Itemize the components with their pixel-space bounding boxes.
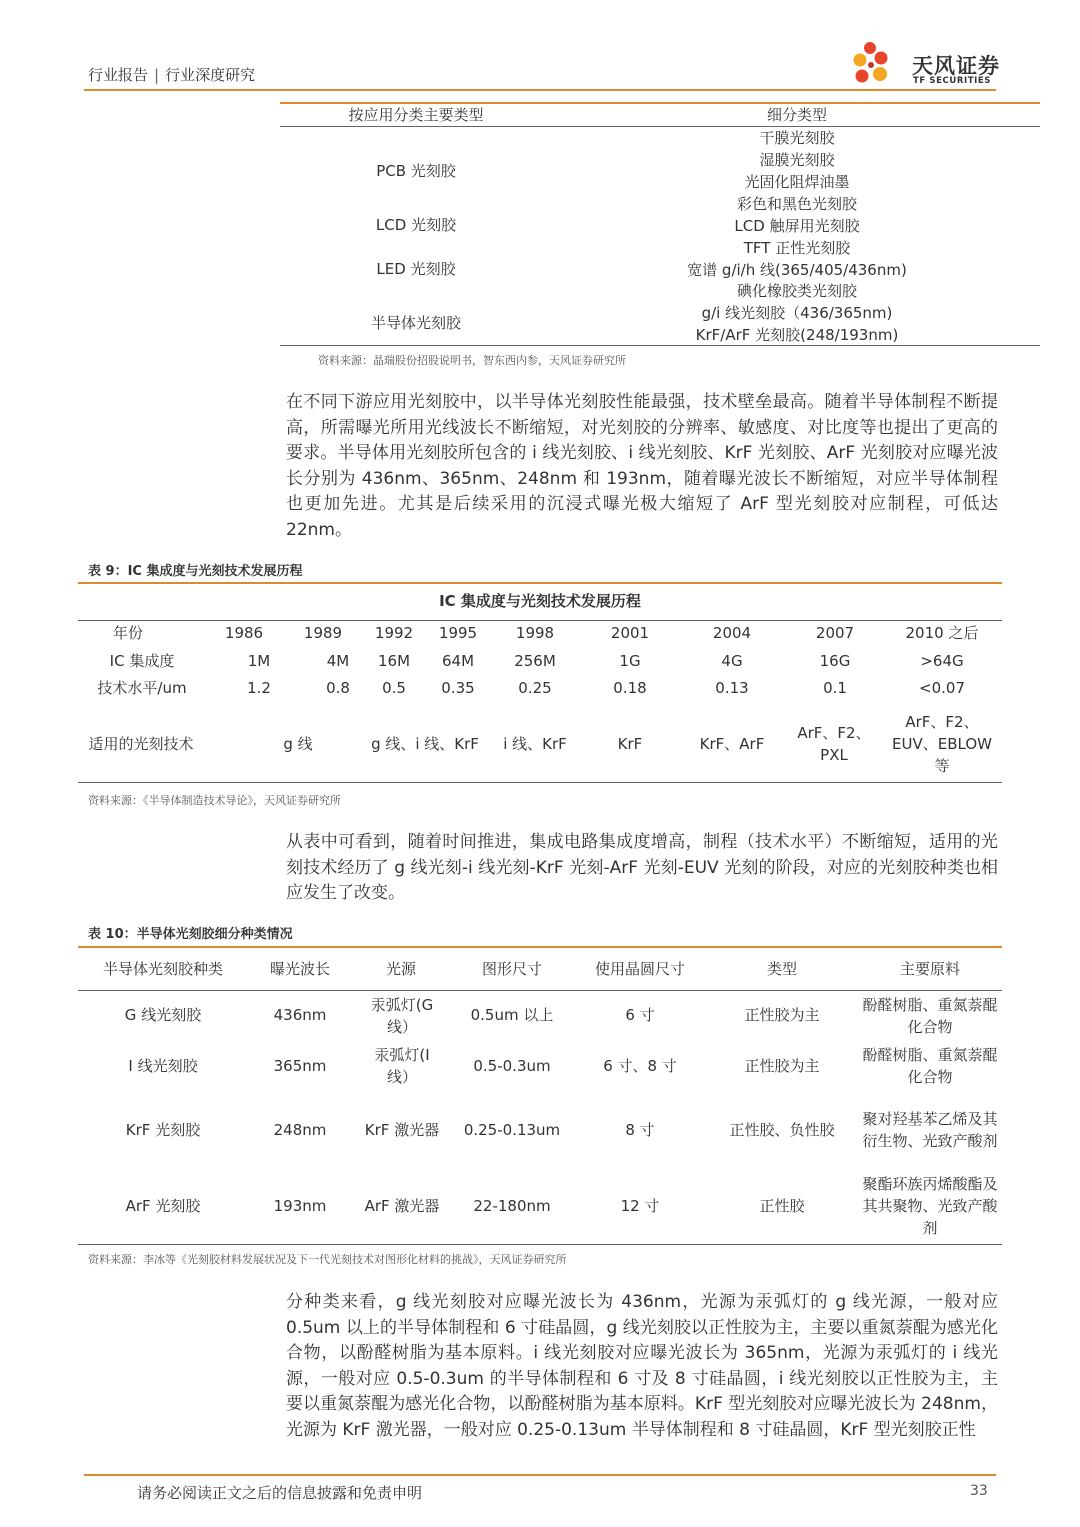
year-cell: 2004 [712, 624, 752, 642]
table-cell: 酚醛树脂、重氮萘醌化合物 [862, 1046, 998, 1086]
table-header-cell: 光源 [385, 960, 416, 978]
app-category: PCB 光刻胶 [376, 162, 456, 180]
litho-cell: KrF、ArF [699, 735, 765, 753]
body-paragraph: 从表中可看到，随着时间推进，集成电路集成度增高，制程（技术水平）不断缩短，适用的光刻技术经历了 g 线光刻-i 线光刻-KrF 光刻-ArF 光刻-EUV 光刻的阶段，对应的光刻胶种类也相应发生了改变。 [286, 832, 998, 903]
year-cell: 2010 之后 [905, 624, 979, 642]
table-cell: 436nm [273, 1006, 327, 1024]
integration-cell: 1M [247, 652, 271, 670]
table-cell: I 线光刻胶 [128, 1057, 198, 1075]
app-subtype: TFT 正性光刻胶 [743, 239, 851, 257]
table-cell: 0.5um 以上 [470, 1006, 554, 1024]
table-header-cell: 按应用分类主要类型 [348, 106, 484, 124]
report-category: 行业报告 [88, 66, 149, 84]
table-header-cell: 类型 [766, 960, 797, 978]
integration-cell: >64G [920, 652, 964, 670]
table-cell: 193nm [273, 1197, 327, 1215]
litho-cell: ArF、F2、EUV、EBLOW 等 [892, 713, 992, 775]
body-paragraph: 在不同下游应用光刻胶中，以半导体光刻胶性能最强，技术壁垒最高。随着半导体制程不断提高，所需曝光所用光线波长不断缩短，对光刻胶的分辨率、敏感度、对比度等也提出了更高的要求。半导体用光刻胶所包含的 i 线光刻胶、i 线光刻胶、KrF 光刻胶、ArF 光刻胶对应曝光波长分别为 436nm、365nm、248nm 和 193nm，随着曝光波长不断缩短，对应半导体制程也更加先进。尤其是后续采用的沉浸式曝光极大缩短了 ArF 型光刻胶对应制程，可低达 22nm。 [286, 392, 998, 540]
table-cell: 聚酯环族丙烯酸酯及其共聚物、光致产酸剂 [862, 1175, 998, 1237]
logo-text-cn: 天风证券 [912, 54, 1000, 78]
tech-level-cell: 0.5 [382, 679, 406, 697]
tech-level-cell: 0.13 [715, 679, 749, 697]
table-cell: 正性胶、负性胶 [729, 1121, 835, 1139]
table-top-rule [78, 946, 1002, 948]
integration-cell: 16G [819, 652, 851, 670]
litho-cell: ArF、F2、PXL [797, 724, 871, 764]
app-subtype: 干膜光刻胶 [759, 129, 835, 147]
year-cell: 2007 [815, 624, 855, 642]
table-cell: KrF 激光器 [364, 1121, 440, 1139]
table-cell: 0.5-0.3um [473, 1057, 551, 1075]
tech-level-cell: 0.8 [326, 679, 350, 697]
integration-cell: 256M [514, 652, 556, 670]
litho-cell: i 线、KrF [503, 735, 567, 753]
table-cell: 365nm [273, 1057, 327, 1075]
row-label: IC 集成度 [109, 652, 175, 670]
header-separator: | [154, 66, 160, 84]
page-number: 33 [970, 1483, 988, 1499]
integration-cell: 4G [721, 652, 743, 670]
year-cell: 1992 [374, 624, 414, 642]
table-header-cell: 曝光波长 [269, 960, 330, 978]
row-label: 适用的光刻技术 [88, 735, 194, 753]
footer-disclaimer: 请务必阅读正文之后的信息披露和免责申明 [137, 1484, 423, 1502]
table-header-cell: 细分类型 [766, 106, 827, 124]
table-cell: 0.25-0.13um [463, 1121, 561, 1139]
app-subtype: KrF/ArF 光刻胶(248/193nm) [695, 326, 899, 344]
table-header-cell: 图形尺寸 [481, 960, 542, 978]
header-rule [84, 89, 996, 91]
table-source: 资料来源：李冰等《光刻胶材料发展状况及下一代光刻技术对图形化材料的挑战》，天风证券研究所 [88, 1253, 567, 1266]
logo-petal-icon [864, 42, 876, 54]
table-title: IC 集成度与光刻技术发展历程 [439, 592, 641, 610]
year-cell: 1998 [515, 624, 555, 642]
table-cell: 6 寸、8 寸 [603, 1057, 677, 1075]
app-subtype: 光固化阻焊油墨 [744, 173, 850, 191]
table-header-cell: 主要原料 [899, 960, 960, 978]
integration-cell: 64M [441, 652, 475, 670]
integration-cell: 4M [326, 652, 350, 670]
table-caption: 表 9：IC 集成度与光刻技术发展历程 [88, 564, 303, 579]
app-subtype: 彩色和黑色光刻胶 [736, 195, 857, 213]
litho-cell: KrF [617, 735, 643, 753]
tech-level-cell: 0.35 [441, 679, 475, 697]
table-cell: 12 寸 [620, 1197, 660, 1215]
table-cell: ArF 光刻胶 [125, 1197, 201, 1215]
logo-petal-icon [854, 54, 867, 67]
app-subtype: 碘化橡胶类光刻胶 [736, 282, 857, 300]
app-category: LCD 光刻胶 [375, 216, 457, 234]
year-cell: 1986 [224, 624, 264, 642]
app-subtype: LCD 触屏用光刻胶 [734, 217, 860, 235]
integration-cell: 16M [377, 652, 411, 670]
litho-cell: g 线 [283, 735, 313, 753]
logo-petal-icon [873, 67, 887, 81]
table-cell: 酚醛树脂、重氮萘醌化合物 [862, 996, 998, 1036]
tech-level-cell: 0.25 [518, 679, 552, 697]
table-cell: 汞弧灯(G 线） [370, 996, 434, 1036]
report-subcategory: 行业深度研究 [165, 66, 256, 84]
table-top-rule [78, 582, 1002, 584]
year-cell: 1995 [438, 624, 478, 642]
table-header-cell: 半导体光刻胶种类 [102, 960, 223, 978]
logo-petal-icon [856, 70, 869, 83]
table-bottom-rule [78, 1244, 1002, 1245]
table-cell: KrF 光刻胶 [125, 1121, 201, 1139]
year-cell: 2001 [610, 624, 650, 642]
tech-level-cell: <0.07 [919, 679, 965, 697]
tech-level-cell: 0.18 [613, 679, 647, 697]
logo-center-icon [868, 62, 874, 68]
table-cell: 聚对羟基苯乙烯及其衍生物、光致产酸剂 [862, 1110, 998, 1150]
table-cell: 6 寸 [625, 1006, 655, 1024]
app-subtype: g/i 线光刻胶（436/365nm) [701, 304, 893, 322]
table-cell: G 线光刻胶 [124, 1006, 202, 1024]
tech-level-cell: 1.2 [247, 679, 271, 697]
litho-cell: g 线、i 线、KrF [371, 735, 479, 753]
tech-level-cell: 0.1 [823, 679, 847, 697]
table-cell: 8 寸 [625, 1121, 655, 1139]
app-category: 半导体光刻胶 [370, 314, 461, 332]
logo-petal-icon [875, 52, 888, 65]
footer-rule [84, 1474, 996, 1476]
table-title-rule [78, 620, 1002, 621]
row-label: 年份 [112, 624, 143, 642]
table-bottom-rule [78, 782, 1002, 783]
app-subtype: 宽谱 g/i/h 线(365/405/436nm) [687, 261, 907, 279]
body-paragraph: 分种类来看，g 线光刻胶对应曝光波长为 436nm，光源为汞弧灯的 g 线光源，一般对应 0.5um 以上的半导体制程和 6 寸硅晶圆，g 线光刻胶以正性胶为主，主要以重氮萘醌为感光化合物，以酚醛树脂为基本原料。i 线光刻胶对应曝光波长为 365nm，光源为汞弧灯的 i 线光源，一般对应 0.5-0.3um 的半导体制程和 6 寸及 8 寸硅晶圆，i 线光刻胶以正性胶为主，主要以重氮萘醌为感光化合物，以酚醛树脂为基本原料。KrF 型光刻胶对应曝光波长为 248nm，光源为 KrF 激光器，一般对应 0.25-0.13um 半导体制程和 8 寸硅晶圆，KrF 型光刻胶正性 [286, 1292, 998, 1440]
table-source: 资料来源：晶瑞股份招股说明书，智东西内参，天风证券研究所 [318, 354, 626, 367]
logo-text-en: TF SECURITIES [913, 76, 992, 86]
table-cell: 248nm [273, 1121, 327, 1139]
table-cell: 正性胶 [759, 1197, 805, 1215]
table-header-cell: 使用晶圆尺寸 [594, 960, 685, 978]
table-cell: 22-180nm [473, 1197, 551, 1215]
table-cell: 正性胶为主 [744, 1006, 820, 1024]
app-category: LED 光刻胶 [376, 260, 456, 278]
table-source: 资料来源：《半导体制造技术导论》，天风证券研究所 [88, 794, 341, 807]
table-header-rule [78, 990, 1002, 991]
table-cell: ArF 激光器 [364, 1197, 440, 1215]
row-label: 技术水平/um [97, 679, 187, 697]
table-cell: 正性胶为主 [744, 1057, 820, 1075]
table-cell: 汞弧灯(I 线） [374, 1046, 430, 1086]
integration-cell: 1G [619, 652, 641, 670]
table-caption: 表 10：半导体光刻胶细分种类情况 [88, 927, 293, 942]
year-cell: 1989 [303, 624, 343, 642]
app-subtype: 湿膜光刻胶 [759, 151, 835, 169]
table-bottom-rule [280, 345, 1040, 346]
report-header [88, 64, 255, 85]
